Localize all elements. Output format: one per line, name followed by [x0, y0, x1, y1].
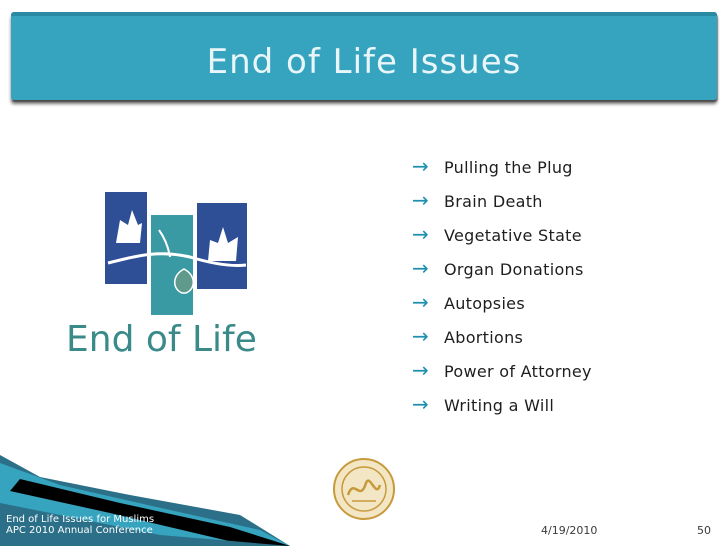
bullet-item [412, 392, 592, 429]
bullet-item [412, 222, 592, 259]
bullet-text: Organ Donations [444, 260, 584, 279]
bullet-text: Abortions [444, 328, 524, 347]
title-bar [11, 12, 717, 100]
arrow-icon: → [412, 222, 429, 246]
logo-text: End of Life [66, 319, 257, 360]
bullet-item [412, 154, 592, 191]
footer-left [6, 514, 154, 536]
slide-title: End of Life Issues [206, 42, 522, 82]
bullet-text: Vegetative State [444, 226, 582, 245]
calligraphy-seal [330, 455, 398, 523]
footer-date: 4/19/2010 [541, 524, 598, 537]
arrow-icon: → [412, 188, 429, 212]
arrow-icon: → [412, 154, 429, 178]
bullet-list [412, 154, 592, 429]
bullet-text: Power of Attorney [444, 362, 592, 381]
arrow-icon: → [412, 392, 429, 416]
bullet-text: Autopsies [444, 294, 525, 313]
bullet-text: Pulling the Plug [444, 158, 573, 177]
bullet-item [412, 358, 592, 395]
bullet-item [412, 256, 592, 293]
bullet-text: Brain Death [444, 192, 543, 211]
bullet-text: Writing a Will [444, 396, 555, 415]
page-number: 50 [697, 524, 711, 537]
end-of-life-logo [60, 185, 290, 375]
bullet-item [412, 324, 592, 361]
arrow-icon: → [412, 358, 429, 382]
arrow-icon: → [412, 290, 429, 314]
footer-conference: APC 2010 Annual Conference [6, 525, 153, 536]
bullet-item [412, 290, 592, 327]
bullet-item [412, 188, 592, 225]
arrow-icon: → [412, 324, 429, 348]
arrow-icon: → [412, 256, 429, 280]
footer-title: End of Life Issues for Muslims [6, 514, 155, 525]
